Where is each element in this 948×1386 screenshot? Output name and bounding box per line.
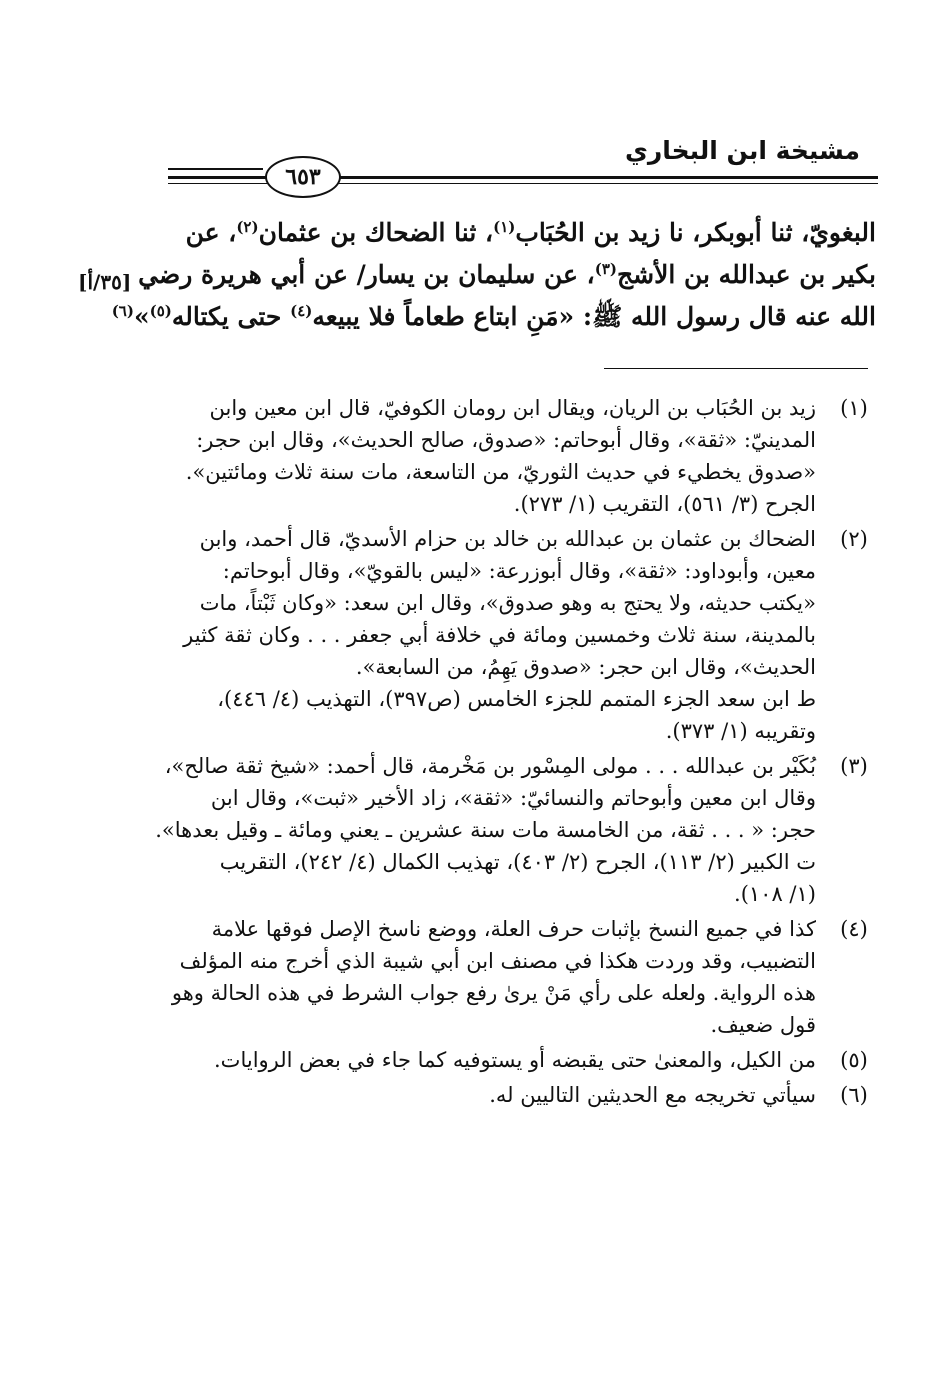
footnote-ref-2[interactable]: (٢): [236, 218, 259, 236]
footnote-line: بالمدينة، سنة ثلاث وخمسين ومائة في خلافة أبي جعفر . . . وكان ثقة كثير: [183, 623, 816, 647]
text-run: بكير بن عبدالله بن الأشج: [616, 260, 876, 289]
text-run: البغويّ، ثنا أبوبكر، نا زيد بن الحُبَاب: [515, 218, 876, 247]
main-line-1: [158, 212, 876, 254]
footnote-number: (٤): [840, 917, 868, 941]
footnote-ref-4[interactable]: (٤): [290, 302, 313, 320]
footnote-5: [148, 1044, 878, 1076]
footnote-number: (٦): [840, 1083, 868, 1107]
manuscript-folio-ref: [٣٥/أ]: [78, 270, 132, 294]
text-run: ، عن: [185, 218, 237, 247]
footnote-line: «يكتب حديثه، ولا يحتج به وهو صدوق»، وقال ابن سعد: «وكان ثَبْتاً، مات: [199, 591, 816, 615]
text-run: »: [133, 302, 150, 331]
footnote-line: حجر: « . . . ثقة، من الخامسة مات سنة عشرين ـ يعني ومائة ـ وقيل بعدها».: [155, 818, 816, 842]
footnote-line: قول ضعيف.: [710, 1013, 816, 1037]
header-rule-short: [168, 168, 263, 170]
footnote-line: الجرح (٣/ ٥٦١)، التقريب (١/ ٢٧٣).: [513, 492, 816, 516]
text-run: الله عنه قال رسول الله ﷺ: «مَنِ ابتاع طعاماً فلا يبيعه: [312, 302, 876, 331]
main-text: [111, 212, 876, 338]
running-header-title: مشيخة ابن البخاري: [624, 136, 860, 165]
footnote-3: [148, 750, 878, 910]
footnote-line: سيأتي تخريجه مع الحديثين التاليين له.: [489, 1083, 816, 1107]
footnotes: [148, 392, 878, 1114]
main-line-3: [111, 296, 876, 338]
footnote-line: التضبيب، وقد وردت هكذا في مصنف ابن أبي شيبة الذي أخرج منه المؤلف: [179, 949, 816, 973]
text-run: ، ثنا الضحاك بن عثمان: [258, 218, 494, 247]
footnote-number: (١): [840, 396, 868, 420]
footnote-line: من الكيل، والمعنىٰ حتى يقبضه أو يستوفيه كما جاء في بعض الروايات.: [214, 1048, 816, 1072]
footnote-ref-6[interactable]: (٦): [111, 302, 134, 320]
main-line-2: [138, 254, 876, 296]
footnote-number: (٢): [840, 527, 868, 551]
page-number: ٦٥٣: [265, 156, 341, 198]
footnote-1: [148, 392, 878, 520]
footnote-line: المدينيّ: «ثقة»، وقال أبوحاتم: «صدوق، صالح الحديث»، وقال ابن حجر:: [196, 428, 816, 452]
footnote-line: (١/ ١٠٨).: [734, 882, 816, 906]
footnote-line: بُكَيْر بن عبدالله . . . مولى المِسْور بن مَخْرمة، قال أحمد: «شيخ ثقة صالح»،: [164, 754, 816, 778]
footnote-line: ط ابن سعد الجزء المتمم للجزء الخامس (ص٣٩٧)، التهذيب (٤/ ٤٤٦)،: [217, 687, 816, 711]
footnote-ref-1[interactable]: (١): [493, 218, 516, 236]
footnote-line: هذه الرواية. ولعله على رأي مَنْ يرىٰ رفع جواب الشرط في هذه الحالة وهو: [171, 981, 816, 1005]
footnote-ref-5[interactable]: (٥): [149, 302, 172, 320]
footnote-line: وقال ابن معين وأبوحاتم والنسائيّ: «ثقة»، زاد الأخير «ثبت»، وقال ابن: [210, 786, 816, 810]
footnote-number: (٥): [840, 1048, 868, 1072]
footnote-line: «صدوق يخطيء في حديث الثوريّ، من التاسعة، مات سنة ثلاث ومائتين».: [185, 460, 816, 484]
footnote-line: وتقريبه (١/ ٣٧٣).: [665, 719, 816, 743]
footnote-ref-3[interactable]: (٣): [594, 260, 617, 278]
footnote-line: معين، وأبوداود: «ثقة»، وقال أبوزرعة: «ليس بالقويّ»، وقال أبوحاتم:: [222, 559, 816, 583]
footnote-line: كذا في جميع النسخ بإثبات حرف العلة، ووضع ناسخ الإصل فوقها علامة: [211, 917, 816, 941]
footnote-line: الضحاك بن عثمان بن عبدالله بن خالد بن حزام الأسديّ، قال أحمد، وابن: [199, 527, 816, 551]
footnote-6: [148, 1079, 878, 1111]
footnote-separator: [604, 368, 868, 369]
text-run: حتى يكتاله: [171, 302, 291, 331]
footnote-line: ت الكبير (٢/ ١١٣)، الجرح (٢/ ٤٠٣)، تهذيب الكمال (٤/ ٢٤٢)، التقريب: [219, 850, 816, 874]
footnote-number: (٣): [840, 754, 868, 778]
footnote-line: زيد بن الحُبَاب بن الريان، ويقال ابن رومان الكوفيّ، قال ابن معين وابن: [209, 396, 816, 420]
footnote-line: الحديث»، وقال ابن حجر: «صدوق يَهِمُ، من السابعة».: [355, 655, 816, 679]
text-run: ، عن سليمان بن يسار/ عن أبي هريرة رضي: [138, 260, 595, 289]
footnote-2: [148, 523, 878, 747]
footnote-4: [148, 913, 878, 1041]
